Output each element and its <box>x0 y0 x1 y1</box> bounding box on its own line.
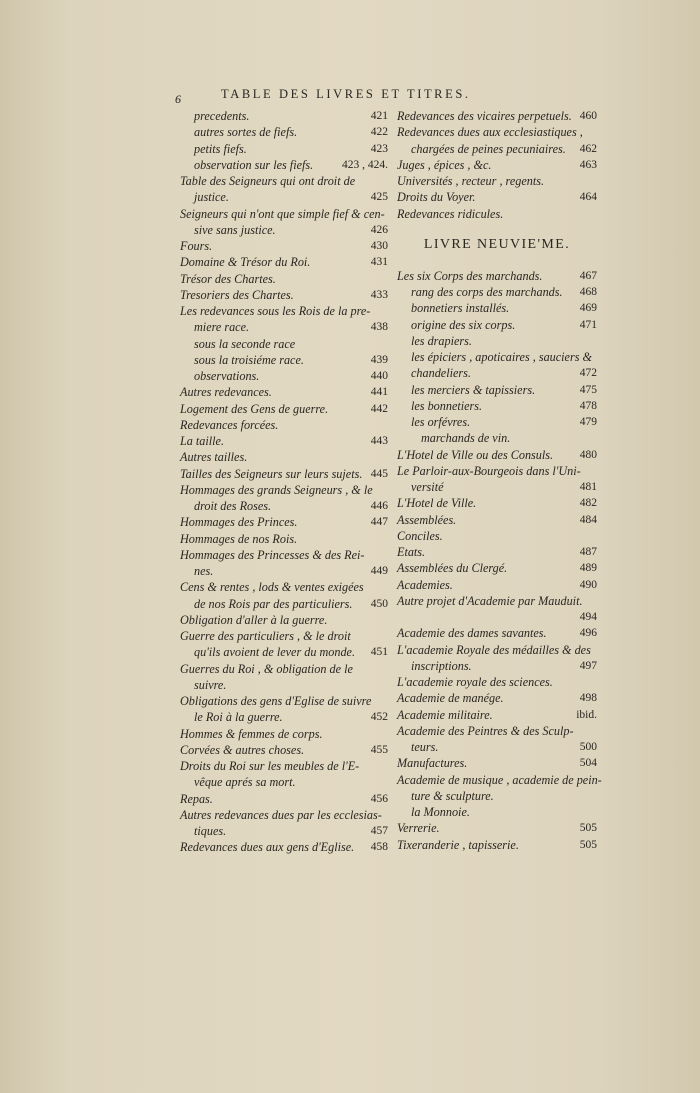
toc-entry-page: 496 <box>579 627 597 640</box>
toc-entry-title: Le Parloir-aux-Bourgeois dans l'Uni- <box>397 463 581 478</box>
toc-entry-title: sous la seconde race <box>194 336 296 351</box>
toc-entry <box>397 414 597 430</box>
toc-entry <box>180 547 388 563</box>
toc-entry <box>397 349 597 365</box>
toc-entry-page: 447 <box>370 516 388 529</box>
toc-entry-title: Obligation d'aller à la guerre. <box>180 612 328 627</box>
toc-entry-title: observations. <box>194 369 260 383</box>
toc-entry-title: Droits du Roi sur les meubles de l'E- <box>180 759 360 773</box>
toc-entry-title: les merciers & tapissiers. <box>411 382 536 397</box>
toc-entry <box>397 707 597 723</box>
toc-entry-title: Les redevances sous les Rois de la pre- <box>180 304 371 318</box>
toc-entry-title: rang des corps des marchands. <box>411 285 563 299</box>
toc-entry <box>180 319 388 335</box>
toc-entry <box>397 430 597 446</box>
toc-entry-title: Cens & rentes , lods & ventes exigées <box>180 580 364 595</box>
page-number: 6 <box>175 92 181 106</box>
toc-entry <box>180 287 388 303</box>
toc-entry-page: 422 <box>370 126 388 139</box>
toc-entry-page: 484 <box>579 513 597 526</box>
toc-entry <box>397 577 597 593</box>
right-column-bottom-entries <box>397 268 602 853</box>
toc-entry-title: Logement des Gens de guerre. <box>180 401 329 416</box>
toc-entry <box>397 674 597 690</box>
toc-entry-title: sive sans justice. <box>194 222 276 237</box>
toc-entry-title: inscriptions. <box>411 658 472 673</box>
toc-entry-title: Fours. <box>180 239 213 253</box>
right-column <box>397 108 602 853</box>
toc-entry-title: Autre projet d'Academie par Mauduit. <box>397 593 583 608</box>
toc-entry <box>397 382 597 398</box>
toc-entry-title: Academie de manége. <box>397 691 504 706</box>
toc-entry <box>180 579 388 595</box>
toc-entry-title: miere race. <box>194 320 250 335</box>
toc-entry <box>397 300 597 316</box>
toc-entry-title: Obligations des gens d'Eglise de suivre <box>180 694 372 708</box>
toc-entry <box>180 742 388 758</box>
toc-entry-page: 464 <box>579 191 597 204</box>
toc-entry-title: Domaine & Trésor du Roi. <box>180 255 311 270</box>
toc-entry <box>180 807 388 823</box>
toc-entry-page: 471 <box>579 318 597 331</box>
toc-entry-title: Academie de musique , academie de pein- <box>397 772 602 787</box>
toc-entry <box>180 206 388 222</box>
toc-entry <box>397 772 602 788</box>
toc-entry-title: bonnetiers installés. <box>411 301 510 316</box>
toc-entry-title: Assemblées du Clergé. <box>397 561 508 576</box>
toc-entry-page: 433 <box>370 288 388 301</box>
toc-entry-title: L'Hotel de Ville ou des Consuls. <box>397 447 554 462</box>
toc-entry-title: de nos Rois par des particuliers. <box>194 596 353 611</box>
toc-entry-title: les épiciers , apoticaires , sauciers & <box>411 350 592 364</box>
toc-entry <box>180 612 388 628</box>
toc-entry <box>180 823 388 839</box>
toc-entry-title: la Monnoie. <box>411 805 470 819</box>
toc-entry-title: Repas. <box>180 791 213 806</box>
toc-entry <box>397 820 597 836</box>
toc-entry <box>397 690 597 706</box>
toc-entry-title: Trésor des Chartes. <box>180 271 276 286</box>
toc-entry <box>180 514 388 530</box>
toc-entry <box>180 271 388 287</box>
toc-entry <box>397 642 597 658</box>
toc-entry-title: Academies. <box>397 577 453 592</box>
toc-entry <box>180 661 388 677</box>
toc-entry-title: tiques. <box>194 824 227 838</box>
section-title: LIVRE NEUVIE'ME. <box>423 236 571 252</box>
toc-entry-page: 468 <box>579 286 597 298</box>
toc-entry-page: 494 <box>579 611 597 623</box>
toc-entry-title: Autres redevances. <box>180 385 272 400</box>
toc-entry-page: 504 <box>579 757 597 770</box>
toc-entry <box>180 352 388 368</box>
toc-entry <box>397 463 597 479</box>
toc-entry-title: Academie des Peintres & des Sculp- <box>397 723 574 738</box>
toc-entry-title: Universités , recteur , regents. <box>397 174 545 188</box>
toc-entry <box>180 482 388 498</box>
toc-entry-title: Guerres du Roi , & obligation de le <box>180 661 353 676</box>
toc-entry-page: 443 <box>370 435 388 447</box>
toc-entry-title: justice. <box>194 190 229 205</box>
toc-entry <box>397 723 597 739</box>
toc-entry-title: Manufactures. <box>397 756 468 771</box>
toc-entry-page: 445 <box>370 467 388 480</box>
toc-entry-page: 489 <box>579 562 597 575</box>
toc-entry-page: 472 <box>579 367 597 380</box>
running-header <box>175 87 555 107</box>
toc-entry-page: 438 <box>370 321 388 334</box>
toc-entry <box>397 189 597 205</box>
toc-entry-title: L'academie royale des sciences. <box>397 675 553 689</box>
toc-entry-page: 467 <box>579 269 597 282</box>
toc-entry-title: Hommages de nos Rois. <box>180 531 298 546</box>
toc-entry <box>180 693 388 709</box>
toc-entry <box>180 222 388 238</box>
toc-entry-title: Autres tailles. <box>180 450 248 465</box>
toc-entry <box>397 268 597 284</box>
toc-entry-page: 462 <box>579 142 597 155</box>
toc-entry-title: precedents. <box>194 109 250 123</box>
toc-entry <box>397 837 597 853</box>
toc-entry-title: Conciles. <box>397 528 443 543</box>
toc-entry-title: autres sortes de fiefs. <box>194 125 298 140</box>
toc-entry-title: Hommages des Princesses & des Rei- <box>180 547 365 562</box>
toc-entry-title: Autres redevances dues par les ecclesias- <box>180 807 382 822</box>
toc-entry-page: 481 <box>579 481 597 493</box>
toc-entry-title: Seigneurs qui n'ont que simple fief & cen- <box>180 206 385 221</box>
toc-entry <box>397 755 597 771</box>
toc-entry-page: 430 <box>370 240 388 252</box>
toc-entry-page: 490 <box>579 578 597 591</box>
toc-entry-page: 487 <box>579 546 597 558</box>
toc-entry <box>180 709 388 725</box>
toc-entry-title: Assemblées. <box>397 512 457 527</box>
toc-entry <box>397 365 597 381</box>
toc-entry <box>180 254 388 270</box>
toc-entry-page: 460 <box>579 110 597 122</box>
toc-entry <box>180 303 388 319</box>
toc-entry <box>180 141 388 157</box>
toc-entry-title: Etats. <box>397 545 426 559</box>
toc-entry <box>397 173 597 189</box>
toc-entry-title: Hommes & femmes de corps. <box>180 726 323 741</box>
toc-entry <box>397 447 597 463</box>
toc-entry <box>180 384 388 400</box>
toc-entry <box>397 528 597 544</box>
toc-entry <box>397 609 597 625</box>
toc-entry-page: 450 <box>370 597 388 610</box>
toc-entry <box>180 108 388 124</box>
toc-entry-page: 423 <box>370 142 388 155</box>
toc-entry-title: teurs. <box>411 740 439 754</box>
left-column <box>180 108 388 856</box>
toc-entry-title: chargées de peines pecuniaires. <box>411 141 566 156</box>
toc-entry-page: 423 , 424. <box>342 158 388 171</box>
toc-entry <box>180 791 388 807</box>
toc-entry-page: ibid. <box>576 708 597 721</box>
toc-entry-title: Redevances ridicules. <box>397 206 504 221</box>
toc-entry <box>180 173 388 189</box>
toc-entry <box>397 512 597 528</box>
toc-entry-title: Redevances dues aux gens d'Eglise. <box>180 840 355 855</box>
toc-entry <box>397 206 597 222</box>
toc-entry-page: 446 <box>370 500 388 512</box>
toc-entry <box>180 628 388 644</box>
toc-entry <box>397 495 597 511</box>
toc-entry-page: 505 <box>579 822 597 835</box>
toc-entry-title: ture & sculpture. <box>411 788 494 803</box>
toc-entry <box>180 563 388 579</box>
header-title: TABLE DES LIVRES ET TITRES. <box>221 87 471 101</box>
toc-entry-page: 425 <box>370 191 388 204</box>
toc-entry <box>180 238 388 254</box>
toc-entry-page: 478 <box>579 399 597 412</box>
toc-entry-title: Corvées & autres choses. <box>180 742 305 757</box>
toc-entry-page: 440 <box>370 370 388 382</box>
toc-entry <box>180 417 388 433</box>
toc-entry <box>180 124 388 140</box>
toc-entry-title: Droits du Voyer. <box>397 190 476 205</box>
toc-entry <box>397 398 597 414</box>
toc-entry <box>397 317 597 333</box>
toc-entry <box>180 157 388 173</box>
toc-entry-title: versité <box>411 480 444 494</box>
toc-entry-title: Hommages des Princes. <box>180 515 298 530</box>
toc-entry <box>397 658 597 674</box>
toc-entry <box>180 336 388 352</box>
toc-entry <box>397 593 597 609</box>
toc-entry-page: 479 <box>579 416 597 428</box>
toc-entry-page: 449 <box>370 565 388 577</box>
toc-entry <box>397 333 597 349</box>
toc-entry-title: qu'ils avoient de lever du monde. <box>194 645 356 660</box>
toc-entry <box>397 625 597 641</box>
toc-entry-title: les bonnetiers. <box>411 398 483 413</box>
toc-entry-page: 497 <box>579 659 597 672</box>
toc-entry <box>180 189 388 205</box>
toc-entry <box>180 531 388 547</box>
toc-entry <box>397 157 597 173</box>
toc-entry <box>397 284 597 300</box>
toc-entry-title: Academie des dames savantes. <box>397 626 547 641</box>
toc-entry-title: Redevances forcées. <box>180 417 279 432</box>
toc-entry-page: 456 <box>370 792 388 805</box>
toc-entry <box>180 839 388 855</box>
toc-entry-title: La taille. <box>180 434 225 448</box>
toc-entry <box>397 141 597 157</box>
toc-entry-title: observation sur les fiefs. <box>194 157 314 172</box>
toc-entry <box>180 774 388 790</box>
toc-entry <box>397 739 597 755</box>
toc-entry-title: origine des six corps. <box>411 317 516 332</box>
toc-entry <box>397 788 597 804</box>
toc-entry-title: Juges , épices , &c. <box>397 157 492 172</box>
toc-entry-page: 469 <box>579 302 597 315</box>
toc-entry-page: 457 <box>370 825 388 837</box>
toc-entry-page: 451 <box>370 646 388 659</box>
toc-entry-page: 442 <box>370 402 388 415</box>
toc-entry-title: Hommages des grands Seigneurs , & le <box>180 482 373 497</box>
toc-entry-title: Les six Corps des marchands. <box>397 268 543 283</box>
toc-entry <box>180 758 388 774</box>
toc-entry-title: L'academie Royale des médailles & des <box>397 642 591 657</box>
toc-entry-title: Tresoriers des Chartes. <box>180 287 294 302</box>
toc-entry-title: Tailles des Seigneurs sur leurs sujets. <box>180 466 363 481</box>
toc-entry-title: Tixeranderie , tapisserie. <box>397 837 519 852</box>
toc-entry <box>180 596 388 612</box>
toc-entry <box>397 804 597 820</box>
toc-entry <box>180 433 388 449</box>
toc-entry-title: les drapiers. <box>411 333 472 348</box>
toc-entry-title: Redevances des vicaires perpetuels. <box>397 109 572 123</box>
toc-entry <box>180 401 388 417</box>
toc-entry-title: nes. <box>194 564 214 578</box>
toc-entry <box>180 644 388 660</box>
toc-entry <box>397 108 597 124</box>
toc-entry-page: 452 <box>370 711 388 724</box>
toc-entry-page: 421 <box>370 110 388 122</box>
toc-entry-title: Academie militaire. <box>397 707 493 722</box>
toc-entry-title: vêque aprés sa mort. <box>194 775 296 790</box>
toc-entry <box>180 466 388 482</box>
toc-entry-title: Redevances dues aux ecclesiastiques , <box>397 125 583 140</box>
toc-entry-title: Guerre des particuliers , & le droit <box>180 629 351 643</box>
toc-entry <box>180 498 388 514</box>
toc-entry <box>180 677 388 693</box>
right-column-top-entries <box>397 108 597 222</box>
toc-entry-page: 455 <box>370 743 388 756</box>
toc-entry-page: 482 <box>579 497 597 510</box>
toc-entry <box>397 479 597 495</box>
toc-entry-page: 505 <box>579 838 597 851</box>
toc-entry-page: 441 <box>370 386 388 399</box>
toc-entry-page: 426 <box>370 223 388 236</box>
toc-entry-page: 475 <box>579 383 597 396</box>
toc-entry-title: chandeliers. <box>411 366 471 381</box>
toc-entry <box>180 449 388 465</box>
toc-entry-title: Table des Seigneurs qui ont droit de <box>180 174 356 188</box>
toc-entry-title: suivre. <box>194 677 227 692</box>
toc-entry <box>397 124 597 140</box>
toc-entry-title: le Roi à la guerre. <box>194 710 283 725</box>
toc-entry-title: sous la troisiéme race. <box>194 352 304 367</box>
toc-entry-page: 463 <box>579 158 597 171</box>
toc-entry-title: les orfévres. <box>411 415 471 429</box>
toc-entry <box>180 368 388 384</box>
toc-entry-page: 431 <box>370 256 388 269</box>
toc-entry-page: 439 <box>370 353 388 366</box>
toc-entry-title: marchands de vin. <box>421 431 511 446</box>
toc-entry <box>397 560 597 576</box>
toc-entry <box>180 726 388 742</box>
toc-entry-title: L'Hotel de Ville. <box>397 496 477 511</box>
toc-entry-title: Verrerie. <box>397 821 440 836</box>
toc-entry-page: 458 <box>370 841 388 854</box>
toc-entry-page: 480 <box>579 448 597 461</box>
toc-entry-title: droit des Roses. <box>194 499 272 513</box>
toc-entry-title: petits fiefs. <box>194 141 247 156</box>
toc-entry-page: 498 <box>579 692 597 705</box>
toc-entry <box>397 544 597 560</box>
toc-entry-page: 500 <box>579 741 597 753</box>
